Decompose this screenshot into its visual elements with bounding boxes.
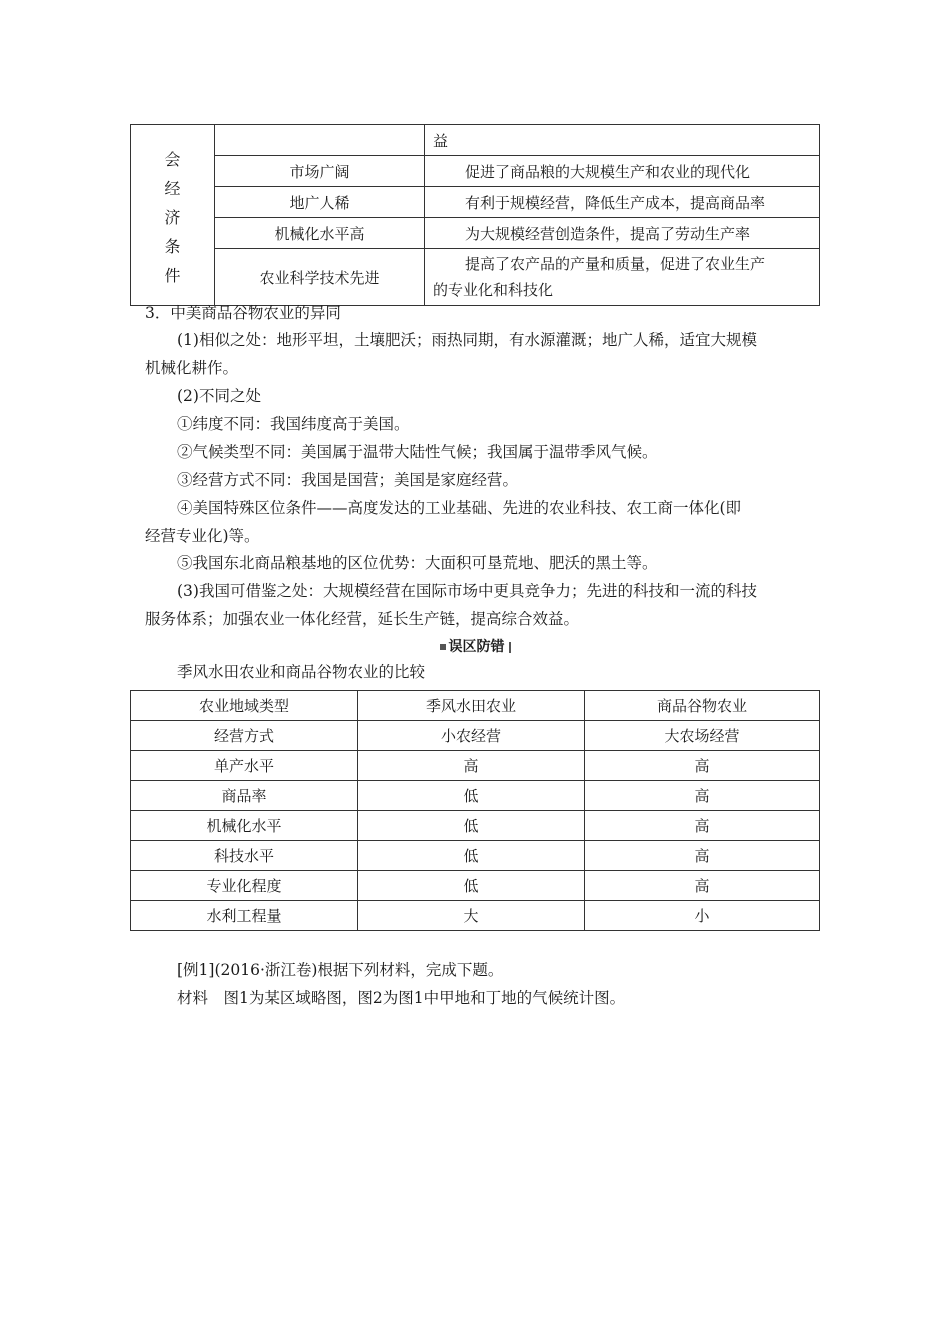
- table-cell: 低: [358, 781, 585, 811]
- difference-item-3: ③经营方式不同：我国是国营；美国是家庭经营。: [177, 471, 519, 489]
- vertical-label-cell: [131, 125, 215, 306]
- effect-cell: 益: [425, 125, 820, 156]
- table-row: [131, 781, 820, 811]
- table-cell: 大: [358, 901, 585, 931]
- table-cell: 专业化程度: [131, 871, 358, 901]
- factor-cell: 地广人稀: [215, 187, 425, 218]
- factor-cell: [215, 125, 425, 156]
- table-cell: 单产水平: [131, 751, 358, 781]
- lessons-paragraph-cont: 服务体系；加强农业一体化经营，延长生产链，提高综合效益。: [145, 610, 580, 628]
- square-bullet-icon: [440, 644, 446, 650]
- factor-cell: 市场广阔: [215, 156, 425, 187]
- mistake-header: 误区防错: [0, 636, 950, 656]
- table-row: [131, 871, 820, 901]
- example-heading: [例1](2016·浙江卷)根据下列材料，完成下题。: [177, 961, 504, 979]
- difference-item-4-cont: 经营专业化)等。: [145, 527, 260, 545]
- table-header-row: [131, 691, 820, 721]
- table-row: [131, 721, 820, 751]
- table-cell: 高: [585, 871, 820, 901]
- factor-cell: 农业科学技术先进: [215, 249, 425, 306]
- similarities-paragraph-cont: 机械化耕作。: [145, 359, 239, 377]
- effect-cell: 为大规模经营创造条件，提高了劳动生产率: [425, 218, 820, 249]
- table-cell: 小农经营: [358, 721, 585, 751]
- table-cell: 高: [358, 751, 585, 781]
- lessons-paragraph: (3)我国可借鉴之处：大规模经营在国际市场中更具竞争力；先进的科技和一流的科技: [177, 582, 757, 600]
- effect-cell: 促进了商品粮的大规模生产和农业的现代化: [425, 156, 820, 187]
- difference-item-1: ①纬度不同：我国纬度高于美国。: [177, 415, 410, 433]
- header-cell: 季风水田农业: [358, 691, 585, 721]
- effect-cell: 提高了农产品的产量和质量，促进了农业生产 的专业化和科技化: [425, 249, 820, 306]
- comparison-table: [130, 690, 820, 931]
- table-cell: 高: [585, 841, 820, 871]
- table-row: [131, 751, 820, 781]
- similarities-paragraph: (1)相似之处：地形平坦，土壤肥沃；雨热同期，有水源灌溉；地广人稀，适宜大规模: [177, 331, 757, 349]
- table-cell: 低: [358, 871, 585, 901]
- header-cell: 商品谷物农业: [585, 691, 820, 721]
- bar-mark-icon: [509, 642, 511, 653]
- table-cell: 科技水平: [131, 841, 358, 871]
- example-material: 材料 图1为某区域略图，图2为图1中甲地和丁地的气候统计图。: [177, 989, 626, 1007]
- table-cell: 经营方式: [131, 721, 358, 751]
- economic-conditions-table: [130, 124, 820, 306]
- table-row: [131, 841, 820, 871]
- difference-item-4: ④美国特殊区位条件——高度发达的工业基础、先进的农业科技、农工商一体化(即: [177, 499, 742, 517]
- section-heading: 3．中美商品谷物农业的异同: [145, 304, 341, 322]
- table-cell: 水利工程量: [131, 901, 358, 931]
- factor-cell: 机械化水平高: [215, 218, 425, 249]
- table-cell: 大农场经营: [585, 721, 820, 751]
- table-cell: 低: [358, 811, 585, 841]
- table-cell: 高: [585, 811, 820, 841]
- table-cell: 机械化水平: [131, 811, 358, 841]
- difference-item-2: ②气候类型不同：美国属于温带大陆性气候；我国属于温带季风气候。: [177, 443, 658, 461]
- header-cell: 农业地域类型: [131, 691, 358, 721]
- differences-title: (2)不同之处: [177, 387, 261, 405]
- table-cell: 高: [585, 751, 820, 781]
- effect-cell: 有利于规模经营，降低生产成本，提高商品率: [425, 187, 820, 218]
- table-row: [131, 901, 820, 931]
- table-cell: 商品率: [131, 781, 358, 811]
- difference-item-5: ⑤我国东北商品粮基地的区位优势：大面积可垦荒地、肥沃的黑土等。: [177, 554, 658, 572]
- table-cell: 低: [358, 841, 585, 871]
- table-cell: 小: [585, 901, 820, 931]
- compare-title: 季风水田农业和商品谷物农业的比较: [177, 663, 426, 681]
- vertical-label: 会 经 济 条 件: [164, 150, 181, 285]
- table-row: [131, 811, 820, 841]
- table-cell: 高: [585, 781, 820, 811]
